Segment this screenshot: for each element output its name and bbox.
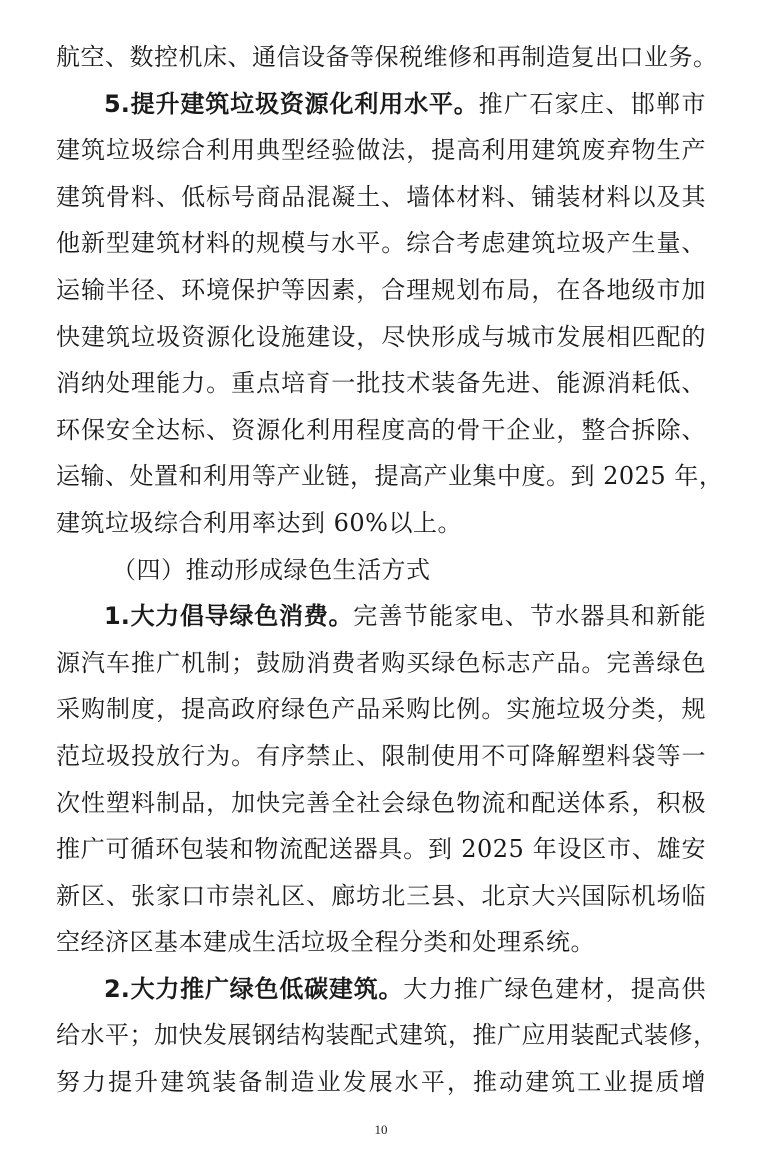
body-line: 快建筑垃圾资源化设施建设，尽快形成与城市发展相匹配的 — [56, 322, 706, 351]
body-line: 给水平；加快发展钢结构装配式建筑，推广应用装配式装修， — [56, 1021, 718, 1050]
item-1-heading-line — [56, 593, 706, 640]
body-line: 环保安全达标、资源化利用程度高的骨干企业，整合拆除、 — [56, 415, 706, 444]
body-line: 推广可循环包装和物流配送器具。到 2025 年设区市、雄安 — [56, 835, 706, 864]
body-line: 源汽车推广机制；鼓励消费者购买绿色标志产品。完善绿色 — [56, 648, 706, 677]
body-line: 运输半径、环境保护等因素，合理规划布局，在各地级市加 — [56, 275, 706, 304]
section-heading: （四）推动形成绿色生活方式 — [112, 555, 431, 584]
body-line: 消纳处理能力。重点培育一批技术装备先进、能源消耗低、 — [56, 369, 706, 398]
body-line: 建筑骨料、低标号商品混凝土、墙体材料、铺装材料以及其 — [56, 182, 706, 211]
item-5-heading-line — [56, 81, 706, 128]
item-1-text: 完善节能家电、节水器具和新能 — [353, 602, 707, 631]
page-number: 10 — [374, 1122, 388, 1137]
body-line: 空经济区基本建成生活垃圾全程分类和处理系统。 — [56, 928, 595, 957]
body-line: 他新型建筑材料的规模与水平。综合考虑建筑垃圾产生量、 — [56, 229, 706, 258]
body-line: 范垃圾投放行为。有序禁止、限制使用不可降解塑料袋等一 — [56, 741, 706, 770]
item-2-heading: 2.大力推广绿色低碳建筑。 — [104, 974, 404, 1003]
body-line: 运输、处置和利用等产业链，提高产业集中度。到 2025 年， — [56, 462, 724, 491]
item-5-text: 推广石家庄、邯郸市 — [478, 89, 706, 118]
document-body — [56, 34, 724, 1106]
body-line: 新区、张家口市崇礼区、廊坊北三县、北京大兴国际机场临 — [56, 881, 706, 910]
body-line: 次性塑料制品，加快完善全社会绿色物流和配送体系，积极 — [56, 788, 706, 817]
body-line: 采购制度，提高政府绿色产品采购比例。实施垃圾分类，规 — [56, 695, 706, 724]
body-line: 航空、数控机床、通信设备等保税维修和再制造复出口业务。 — [56, 43, 718, 71]
item-5-heading: 5.提升建筑垃圾资源化利用水平。 — [104, 89, 479, 118]
body-line: 建筑垃圾综合利用率达到 60%以上。 — [56, 508, 462, 537]
body-line: 建筑垃圾综合利用典型经验做法，提高利用建筑废弃物生产 — [56, 136, 706, 165]
body-line: 努力提升建筑装备制造业发展水平，推动建筑工业提质增 — [56, 1068, 706, 1097]
item-2-text: 大力推广绿色建材，提高供 — [403, 974, 706, 1003]
item-1-heading: 1.大力倡导绿色消费。 — [104, 602, 354, 631]
item-2-heading-line — [56, 966, 706, 1013]
